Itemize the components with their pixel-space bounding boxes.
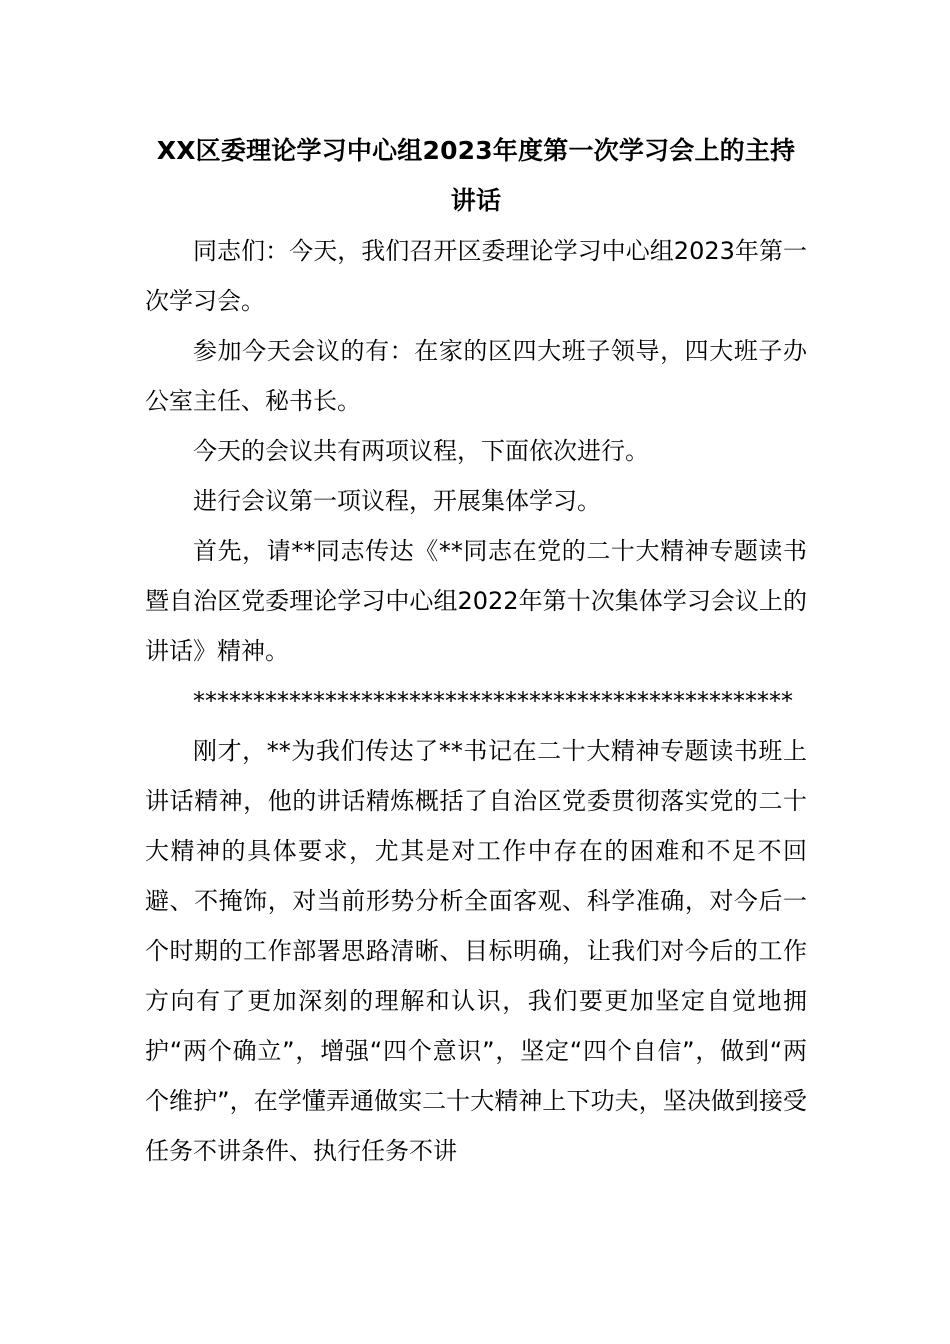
paragraph-agenda: 今天的会议共有两项议程，下面依次进行。 (193, 437, 649, 465)
paragraph-attendees: 参加今天会议的有：在家的区四大班子领导，四大班子办公室主任、秘书长。 (145, 337, 807, 415)
paragraph-transmission: 首先，请**同志传达《**同志在党的二十大精神专题读书暨自治区党委理论学习中心组2022年第十次集体学习会议上的讲话》精神。 (145, 537, 807, 665)
document-page (145, 126, 807, 1176)
paragraph-asterisk-separator: ************************************************** (193, 687, 793, 715)
paragraph-summary: 刚才，**为我们传达了**书记在二十大精神专题读书班上讲话精神，他的讲话精炼概括了自治区党委贯彻落实党的二十大精神的具体要求，尤其是对工作中存在的困难和不足不回避、不掩饰，对当前形势分析全面客观、科学准确，对今后一个时期的工作部署思路清晰、目标明确，让我们对今后的工作方向有了更加深刻的理解和认识，我们要更加坚定自觉地拥护“两个确立”，增强“四个意识”，坚定“四个自信”，做到“两个维护”，在学懂弄通做实二十大精神上下功夫，坚决做到接受任务不讲条件、执行任务不讲 (145, 737, 807, 1165)
paragraph-first-item: 进行会议第一项议程，开展集体学习。 (193, 487, 601, 515)
paragraph-greeting: 同志们：今天，我们召开区委理论学习中心组2023年第一次学习会。 (145, 237, 807, 315)
document-title: XX区委理论学习中心组2023年度第一次学习会上的主持讲话 (156, 136, 796, 215)
